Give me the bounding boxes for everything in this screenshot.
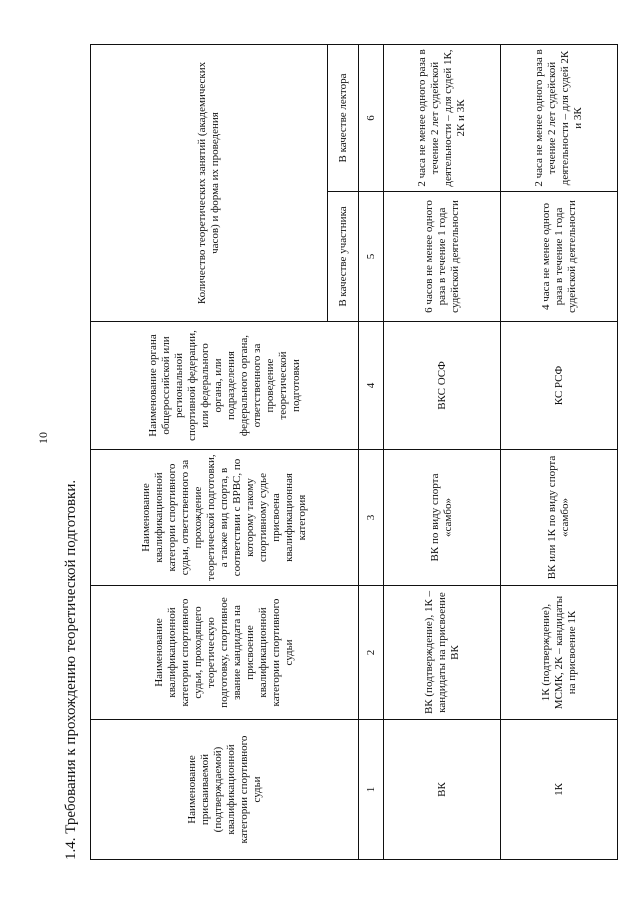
header-cell-2: Наименование квалификационной категории спортивного судьи, проходящего теоретическую подготовку, спортивное звание кандидата на присвоение квалификационной категории спортивного судьи	[91, 586, 359, 720]
column-number: 6	[359, 44, 384, 191]
header-cell-5-6: Количество теоретических занятий (академических часов) и форма их проведения	[91, 44, 328, 321]
header-cell-4: Наименование органа общероссийской или региональной спортивной федерации, или федерального органа, или подразделения федерального органа, ответственного за проведение теоретической подготовки	[91, 322, 359, 450]
row-participant-hours: 4 часа не менее одного раза в течение 1 года судейской деятельности	[501, 192, 618, 322]
row-lecturer-hours: 2 часа не менее одного раза в течение 2 лет судейской деятельности – для судей 1К, 2К и 3К	[384, 44, 501, 191]
row-responsible-judge: ВК по виду спорта «самбо»	[384, 450, 501, 586]
row-trainee: ВК (подтверждение), 1К – кандидаты на присвоение ВК	[384, 586, 501, 720]
requirements-table	[90, 44, 618, 860]
row-responsible-body: КС РСФ	[501, 322, 618, 450]
column-number-row	[359, 44, 384, 859]
row-category: ВК	[384, 720, 501, 860]
column-number: 2	[359, 586, 384, 720]
column-number: 3	[359, 450, 384, 586]
row-responsible-body: ВКС ОСФ	[384, 322, 501, 450]
column-number: 5	[359, 192, 384, 322]
table-row-1k	[501, 44, 618, 859]
table-row-vk	[384, 44, 501, 859]
header-cell-5: В качестве участника	[328, 192, 359, 322]
header-cell-6: В качестве лектора	[328, 44, 359, 191]
table-header-row	[91, 44, 328, 859]
column-number: 1	[359, 720, 384, 860]
row-trainee: 1К (подтверждение), МСМК, 2К – кандидаты на присвоение 1К	[501, 586, 618, 720]
section-heading: 1.4. Требования к прохождению теоретической подготовки.	[63, 479, 79, 860]
page-number: 10	[36, 432, 50, 444]
row-lecturer-hours: 2 часа не менее одного раза в течение 2 лет судейской деятельности – для судей 2К и 3К	[501, 44, 618, 191]
header-cell-1: Наименование присваиваемой (подтверждаемой) квалификационной категории спортивного судьи	[91, 720, 359, 860]
row-category: 1К	[501, 720, 618, 860]
column-number: 4	[359, 322, 384, 450]
header-cell-3: Наименование квалификационной категории спортивного судьи, ответственного за прохождение теоретической подготовки, а также вид спорта, в соответствии с ВРВС, по которому такому спортивному судье присвоена квалификационная категория	[91, 450, 359, 586]
row-participant-hours: 6 часов не менее одного раза в течение 1 года судейской деятельности	[384, 192, 501, 322]
rotated-page-content	[60, 40, 600, 860]
row-responsible-judge: ВК или 1К по виду спорта «самбо»	[501, 450, 618, 586]
